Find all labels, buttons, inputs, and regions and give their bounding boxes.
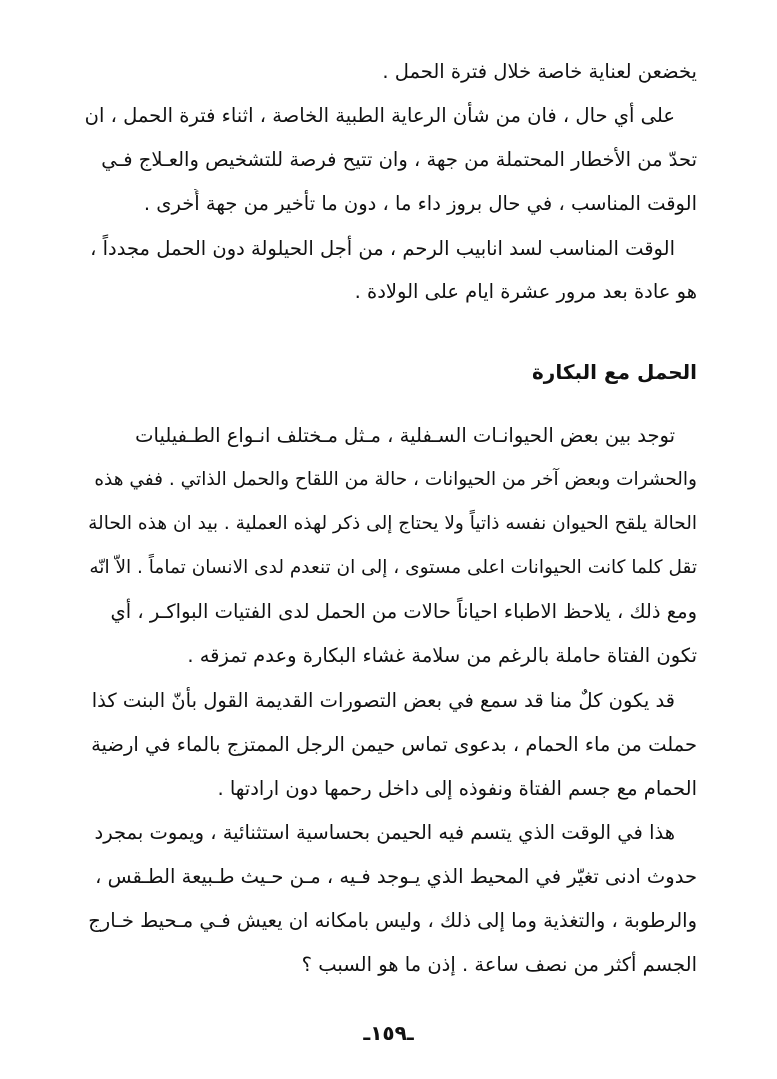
text-line: الوقت المناسب لسد انابيب الرحم ، من أجل الحيلولة دون الحمل مجدداً ، <box>90 237 675 260</box>
text-line: حملت من ماء الحمام ، بدعوى تماس حيمن الرجل الممتزج بالماء في ارضية <box>91 733 697 756</box>
section-heading: الحمل مع البكارة <box>532 360 697 384</box>
text-line: هو عادة بعد مرور عشرة ايام على الولادة . <box>354 280 697 303</box>
page-number: ـ١٥٩ـ <box>363 1021 414 1045</box>
text-line: والحشرات وبعض آخر من الحيوانات ، حالة من اللقاح والحمل الذاتي . ففي هذه <box>94 469 697 490</box>
text-line: الحمام مع جسم الفتاة ونفوذه إلى داخل رحمها دون ارادتها . <box>217 777 697 800</box>
text-line: تقل كلما كانت الحيوانات اعلى مستوى ، إلى ان تنعدم لدى الانسان تماماً . الاّ انّه <box>89 557 697 578</box>
text-line: ومع ذلك ، يلاحظ الاطباء احياناً حالات من الحمل لدى الفتيات البواكـر ، أي <box>110 600 697 623</box>
text-line: تكون الفتاة حاملة بالرغم من سلامة غشاء البكارة وعدم تمزقه . <box>187 644 697 667</box>
text-line: والرطوبة ، والتغذية وما إلى ذلك ، وليس بامكانه ان يعيش فـي مـحيط خـارج <box>88 909 697 932</box>
text-line: حدوث ادنى تغيّر في المحيط الذي يـوجد فـيه ، مـن حـيث طـبيعة الطـقس ، <box>95 865 697 888</box>
text-line: قد يكون كلٌ منا قد سمع في بعض التصورات القديمة القول بأنّ البنت كذا <box>91 689 675 712</box>
text-line: تحدّ من الأخطار المحتملة من جهة ، وان تتيح فرصة للتشخيص والعـلاج فـي <box>101 148 697 171</box>
text-line: الحالة يلقح الحيوان نفسه ذاتياً ولا يحتاج إلى ذكر لهذه العملية . بيد ان هذه الحالة <box>88 513 697 534</box>
text-line: توجد بين بعض الحيوانـات السـفلية ، مـثل مـختلف انـواع الطـفيليات <box>135 424 675 447</box>
text-line: هذا في الوقت الذي يتسم فيه الحيمن بحساسية استثنائية ، ويموت بمجرد <box>94 821 675 844</box>
text-line: يخضعن لعناية خاصة خلال فترة الحمل . <box>382 60 697 83</box>
text-line: الجسم أكثر من نصف ساعة . إذن ما هو السبب ؟ <box>301 953 697 976</box>
text-line: على أي حال ، فان من شأن الرعاية الطبية الخاصة ، اثناء فترة الحمل ، ان <box>84 104 675 127</box>
text-line: الوقت المناسب ، في حال بروز داء ما ، دون ما تأخير من جهة أُخرى . <box>143 192 697 215</box>
